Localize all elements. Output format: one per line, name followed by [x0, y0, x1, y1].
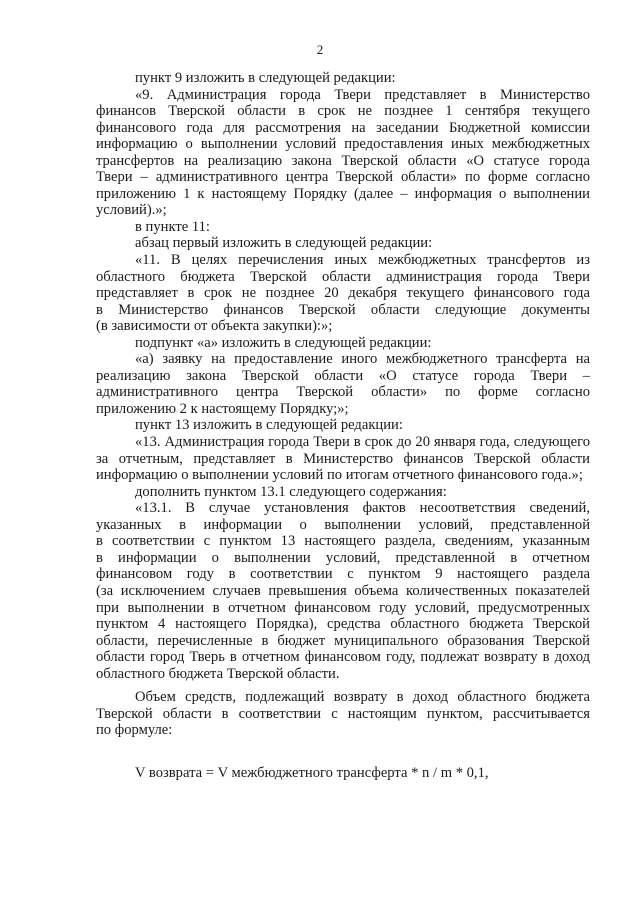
- text-line: (за исключением случаев превышения объема количественных показателей: [96, 582, 590, 599]
- text-line: V возврата = V межбюджетного трансферта * n / m * 0,1,: [135, 764, 489, 781]
- text-line: финансового года для рассмотрения на заседании Бюджетной комиссии: [96, 119, 590, 136]
- paragraph: [96, 87, 590, 219]
- text-line: приложению 1 к настоящему Порядку (далее – информация о выполнении: [96, 185, 590, 202]
- text-line: информацию о выполнении условий по итогам отчетного финансового года.»;: [96, 467, 583, 484]
- paragraph: [96, 70, 590, 87]
- text-line: реализацию закона Тверской области «О статусе города Твери –: [96, 367, 590, 384]
- text-line: дополнить пунктом 13.1 следующего содержания:: [135, 483, 447, 500]
- paragraph: [96, 484, 590, 501]
- text-line: подпункт «а» изложить в следующей редакции:: [135, 334, 432, 351]
- text-line: Тверской области в соответствии с настоящим пунктом, рассчитывается: [96, 705, 590, 722]
- paragraph: [96, 351, 590, 417]
- text-line: в Министерство финансов Тверской области следующие документы: [96, 301, 590, 318]
- text-line: пункт 13 изложить в следующей редакции:: [135, 417, 403, 434]
- document-body: [96, 70, 590, 781]
- text-line: за отчетным, представляет в Министерство финансов Тверской области: [96, 450, 590, 467]
- paragraph: [96, 252, 590, 335]
- text-line: области, перечисленные в бюджет муниципального образования Тверской: [96, 632, 590, 649]
- text-line: информацию о выполнении условий предоставления иных межбюджетных: [96, 136, 590, 153]
- text-line: «9. Администрация города Твери представляет в Министерство: [135, 86, 590, 103]
- text-line: финансовом году в соответствии с пунктом 9 настоящего раздела: [96, 566, 590, 583]
- text-line: пункт 9 изложить в следующей редакции:: [135, 70, 396, 86]
- paragraph: [96, 689, 590, 739]
- text-line: Объем средств, подлежащий возврату в доход областного бюджета: [135, 689, 590, 706]
- text-line: в пункте 11:: [135, 218, 210, 235]
- paragraph: [96, 219, 590, 236]
- text-line: в соответствии с пунктом 13 настоящего раздела, сведениям, указанным: [96, 533, 590, 550]
- text-line: в информации о выполнении условий, представленной в отчетном: [96, 549, 590, 566]
- paragraph: [96, 500, 590, 682]
- paragraph: [96, 235, 590, 252]
- text-line: области город Тверь в отчетном финансовом году, подлежат возврату в доход: [96, 649, 590, 666]
- text-line: областного бюджета Тверской области.: [96, 665, 340, 682]
- text-line: пунктом 4 настоящего Порядка), средства областного бюджета Тверской: [96, 616, 590, 633]
- paragraph-gap: [96, 682, 590, 689]
- text-line: «13.1. В случае установления фактов несоответствия сведений,: [135, 500, 590, 517]
- text-line: «а) заявку на предоставление иного межбюджетного трансферта на: [135, 351, 590, 368]
- text-line: административного центра Тверской области» по форме согласно: [96, 384, 590, 401]
- text-line: финансов Тверской области в срок не позднее 1 сентября текущего: [96, 103, 590, 120]
- paragraph: [96, 335, 590, 352]
- text-line: (в зависимости от объекта закупки):»;: [96, 318, 333, 335]
- text-line: по формуле:: [96, 722, 173, 739]
- text-line: указанных в информации о выполнении условий, представленной: [96, 516, 590, 533]
- text-line: «13. Администрация города Твери в срок до 20 января года, следующего: [135, 434, 590, 451]
- text-line: представляет в срок не позднее 20 декабря текущего финансового года: [96, 285, 590, 302]
- paragraph: [96, 434, 590, 484]
- paragraph: [96, 417, 590, 434]
- text-line: условий).»;: [96, 202, 167, 219]
- text-line: при выполнении в отчетном финансовом году условий, предусмотренных: [96, 599, 590, 616]
- text-line: приложению 2 к настоящему Порядку;»;: [96, 400, 349, 417]
- text-line: абзац первый изложить в следующей редакции:: [135, 235, 433, 252]
- text-line: «11. В целях перечисления иных межбюджетных трансфертов из: [135, 252, 590, 269]
- text-line: Твери – административного центра Тверской области» по форме согласно: [96, 169, 590, 186]
- text-line: трансфертов на реализацию закона Тверской области «О статусе города: [96, 152, 590, 169]
- page-number: 2: [316, 42, 324, 57]
- paragraph: [96, 765, 590, 782]
- text-line: областного бюджета Тверской области администрация города Твери: [96, 268, 590, 285]
- paragraph-gap: [96, 739, 590, 765]
